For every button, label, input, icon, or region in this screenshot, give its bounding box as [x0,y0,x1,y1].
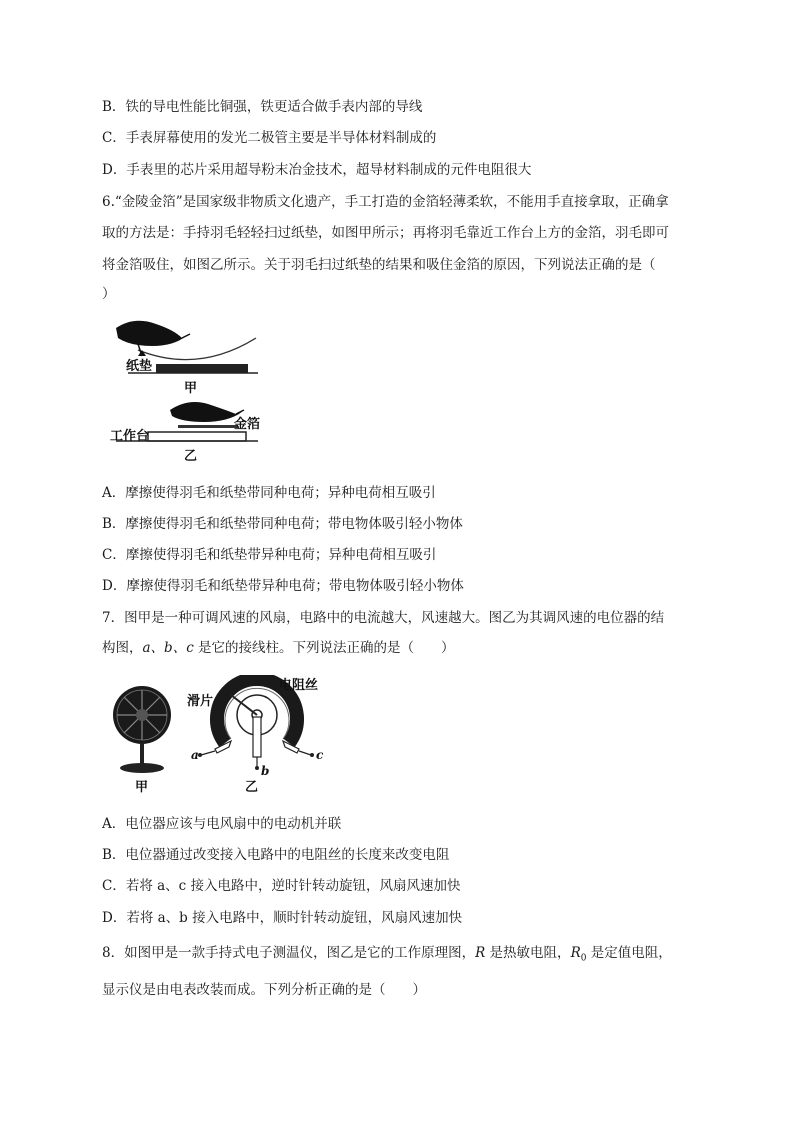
q6-stem-line3: 将金箔吸住，如图乙所示。关于羽毛扫过纸垫的结果和吸住金箔的原因，下列说法正确的是（ [102,257,656,273]
q7-stem-line2 [102,638,455,658]
q7-option-c: C．若将 a、c 接入电路中，逆时针转动旋钮，风扇风速加快 [102,878,461,894]
q6-stem-line1: 6.“金陵金箔”是国家级非物质文化遗产，手工打造的金箔轻薄柔软，不能用手直接拿取，正确拿 [102,194,669,210]
q8-stem-text-b: 是热敏电阻， [485,945,571,961]
q6-figure [108,316,278,466]
foil-label: 金箔 [234,417,261,432]
slider-label: 滑片 [187,694,214,709]
q8-stem-text-c: 是定值电阻， [586,945,672,961]
figure-yi-label: 乙 [184,449,198,464]
q8-stem-line2: 显示仪是由电表改装而成。下列分析正确的是（ ） [102,982,426,998]
terminal-a-label: a [191,748,199,762]
table-label: 工作台 [110,429,150,444]
q6-option-b: B．摩擦使得羽毛和纸垫带同种电荷；带电物体吸引轻小物体 [102,516,463,532]
q6-stem-line4: ） [102,286,116,302]
q8-symbol-r0-sub: 0 [580,953,587,964]
feather-sweep-diagram [116,321,258,396]
q7-terminal-letters: a、b、c [142,640,194,656]
figure-jia-label-2: 甲 [135,780,149,795]
q6-option-d: D．摩擦使得羽毛和纸垫带异种电荷；带电物体吸引轻小物体 [102,578,464,594]
q6-option-c: C．摩擦使得羽毛和纸垫带异种电荷；异种电荷相互吸引 [102,547,437,563]
q6-stem-line2: 取的方法是：手持羽毛轻轻扫过纸垫，如图甲所示；再将羽毛靠近工作台上方的金箔，羽毛即可 [102,225,669,241]
figure-yi-label-2: 乙 [245,780,259,795]
feather-icon-2 [170,402,242,422]
q7-option-a: A．电位器应该与电风扇中的电动机并联 [102,816,342,832]
q6-option-a: A．摩擦使得羽毛和纸垫带同种电荷；异种电荷相互吸引 [102,485,436,501]
terminal-b-label: b [261,764,270,778]
pad-label: 纸垫 [126,359,153,374]
q5-option-b: B．铁的导电性能比铜强，铁更适合做手表内部的导线 [102,99,423,115]
q8-stem-text-a: 8．如图甲是一款手持式电子测温仪，图乙是它的工作原理图， [102,945,476,961]
q8-symbol-r0: R [570,945,581,961]
potentiometer-diagram [187,677,324,795]
q5-option-c: C．手表屏幕使用的发光二极管主要是半导体材料制成的 [102,130,437,146]
q7-stem-text-a: 构图， [102,640,143,656]
feather-foil-diagram [110,402,260,464]
q8-stem-line1 [102,943,672,969]
q7-stem-line1: 7．图甲是一种可调风速的风扇，电路中的电流越大，风速越大。图乙为其调风速的电位器的结 [102,610,665,626]
feather-icon [116,321,186,346]
resistance-wire-label: 电阻丝 [279,678,319,693]
q7-option-d: D．若将 a、b 接入电路中，顺时针转动旋钮，风扇风速加快 [102,910,463,926]
q7-option-b: B．电位器通过改变接入电路中的电阻丝的长度来改变电阻 [102,847,450,863]
q7-stem-text-b: 是它的接线柱。下列说法正确的是（ ） [193,640,455,656]
figure-jia-label: 甲 [184,381,198,396]
terminal-c-label: c [316,748,324,762]
q8-symbol-r: R [475,945,486,961]
q5-option-d: D．手表里的芯片采用超导粉末冶金技术，超导材料制成的元件电阻很大 [102,162,532,178]
fan-diagram [113,686,171,795]
q7-figure [105,675,335,800]
